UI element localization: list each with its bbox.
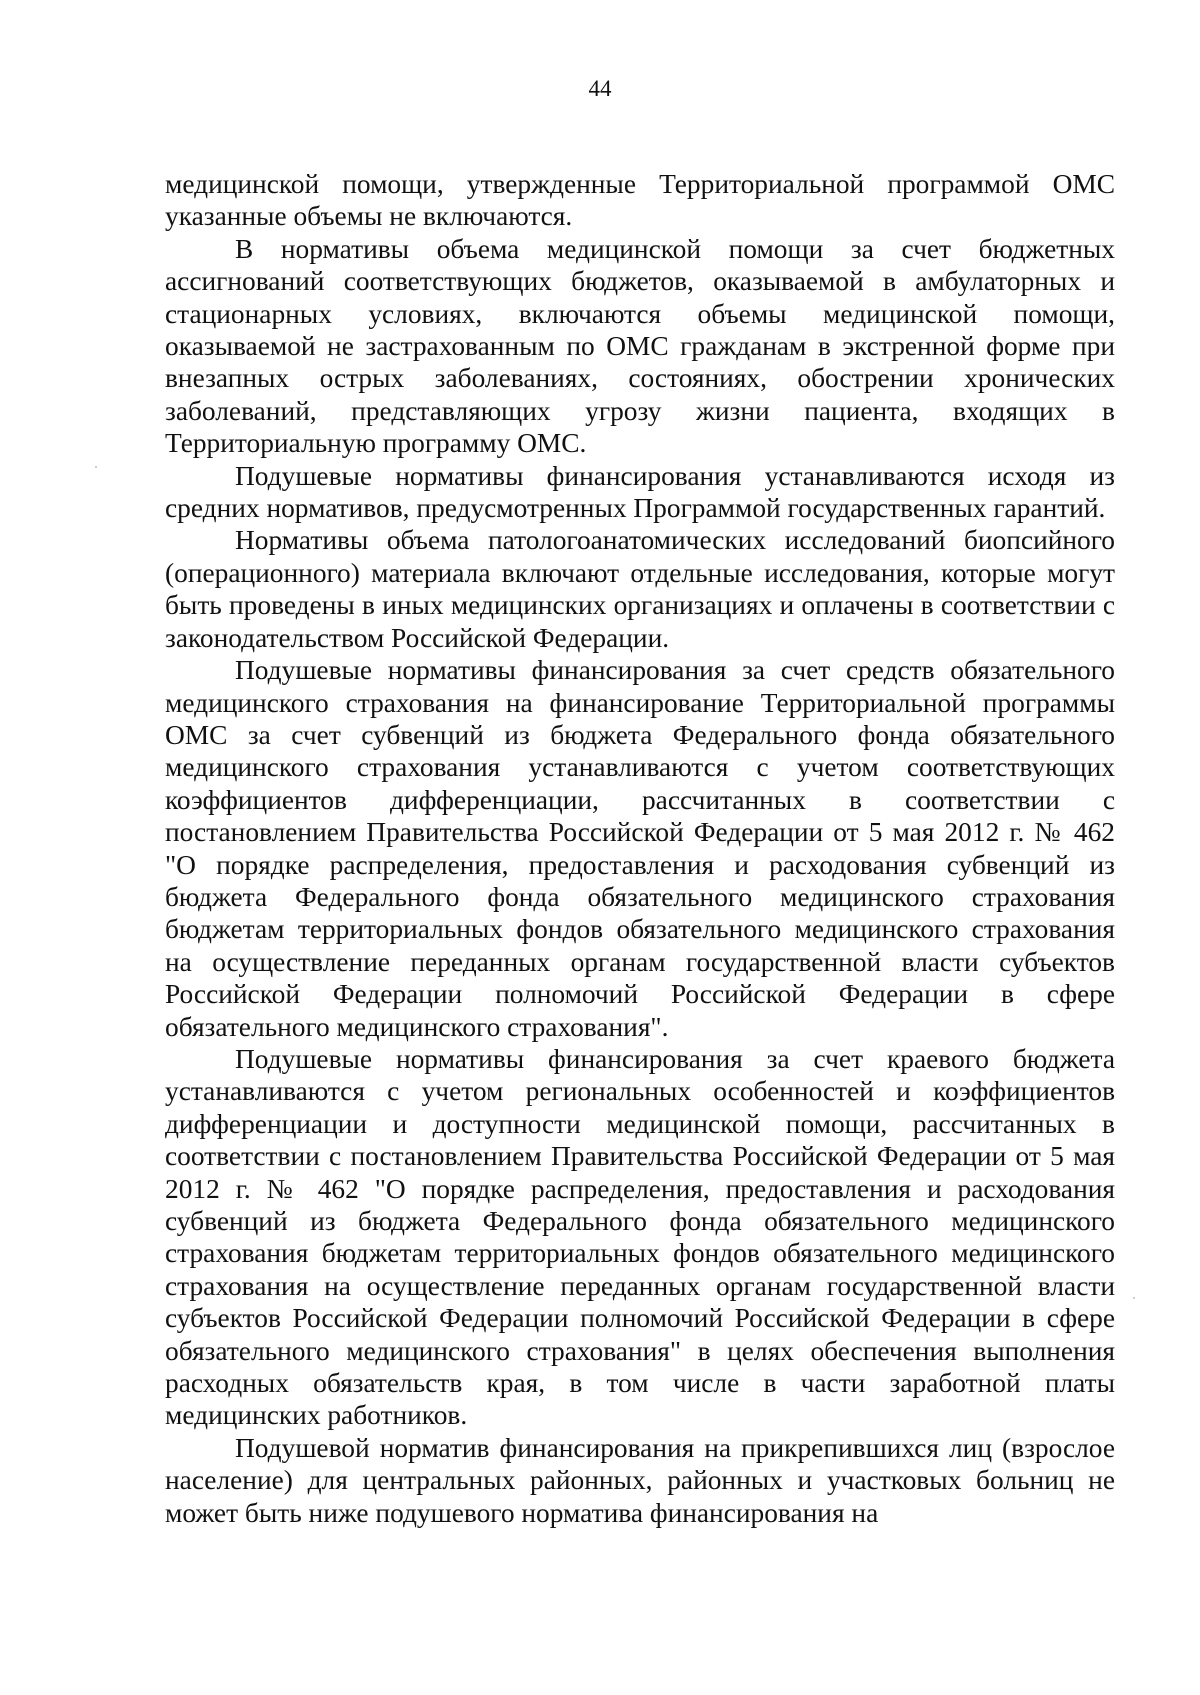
scan-speck [95,466,97,468]
paragraph-oms-financing: Подушевые нормативы финансирования за счет средств обязательного медицинского страхования на финансирование Территориальной программы ОМС за счет субвенций из бюджета Федерального фонда обязательного медицинского страхования устанавливаются с учетом соответствующих коэффициентов дифференциации, рассчитанных в соответствии с постановлением Правительства Российской Федерации от 5 мая 2012 г. № 462 "О порядке распределения, предоставления и расходования субвенций из бюджета Федерального фонда обязательного медицинского страхования бюджетам территориальных фондов обязательного медицинского страхования на осуществление переданных органам государственной власти субъектов Российской Федерации полномочий Российской Федерации в сфере обязательного медицинского страхования". [165,655,1115,1042]
paragraph-pathology-research: Нормативы объема патологоанатомических исследований биопсийного (операционного) материала включают отдельные исследования, которые могут быть проведены в иных медицинских организациях и оплачены в соответствии с законодательством Российской Федерации. [165,525,1115,653]
body-text [165,168,1115,1529]
paragraph-per-capita-standards: Подушевые нормативы финансирования устанавливаются исходя из средних нормативов, предусмотренных Программой государственных гарантий. [165,460,1115,524]
paragraph-emergency-care-volumes: В нормативы объема медицинской помощи за счет бюджетных ассигнований соответствующих бюджетов, оказываемой в амбулаторных и стационарных условиях, включаются объемы медицинской помощи, оказываемой не застрахованным по ОМС гражданам в экстренной форме при внезапных острых заболеваниях, состояниях, обострении хронических заболеваний, представляющих угрозу жизни пациента, входящих в Территориальную программу ОМС. [165,233,1115,459]
page-number: 44 [588,76,612,101]
scan-speck [1133,1297,1135,1299]
paragraph-attached-persons-standard: Подушевой норматив финансирования на прикрепившихся лиц (взрослое население) для центральных районных, районных и участковых больниц не может быть ниже подушевого норматива финансирования на [165,1432,1115,1528]
paragraph-regional-budget-financing: Подушевые нормативы финансирования за счет краевого бюджета устанавливаются с учетом региональных особенностей и коэффициентов дифференциации и доступности медицинской помощи, рассчитанных в соответствии с постановлением Правительства Российской Федерации от 5 мая 2012 г. № 462 "О порядке распределения, предоставления и расходования субвенций из бюджета Федерального фонда обязательного медицинского страхования бюджетам территориальных фондов обязательного медицинского страхования на осуществление переданных органам государственной власти субъектов Российской Федерации полномочий Российской Федерации в сфере обязательного медицинского страхования" в целях обеспечения выполнения расходных обязательств края, в том числе в части заработной платы медицинских работников. [165,1043,1115,1431]
paragraph-continuation: медицинской помощи, утвержденные Территориальной программой ОМС указанные объемы не включаются. [165,169,1115,232]
